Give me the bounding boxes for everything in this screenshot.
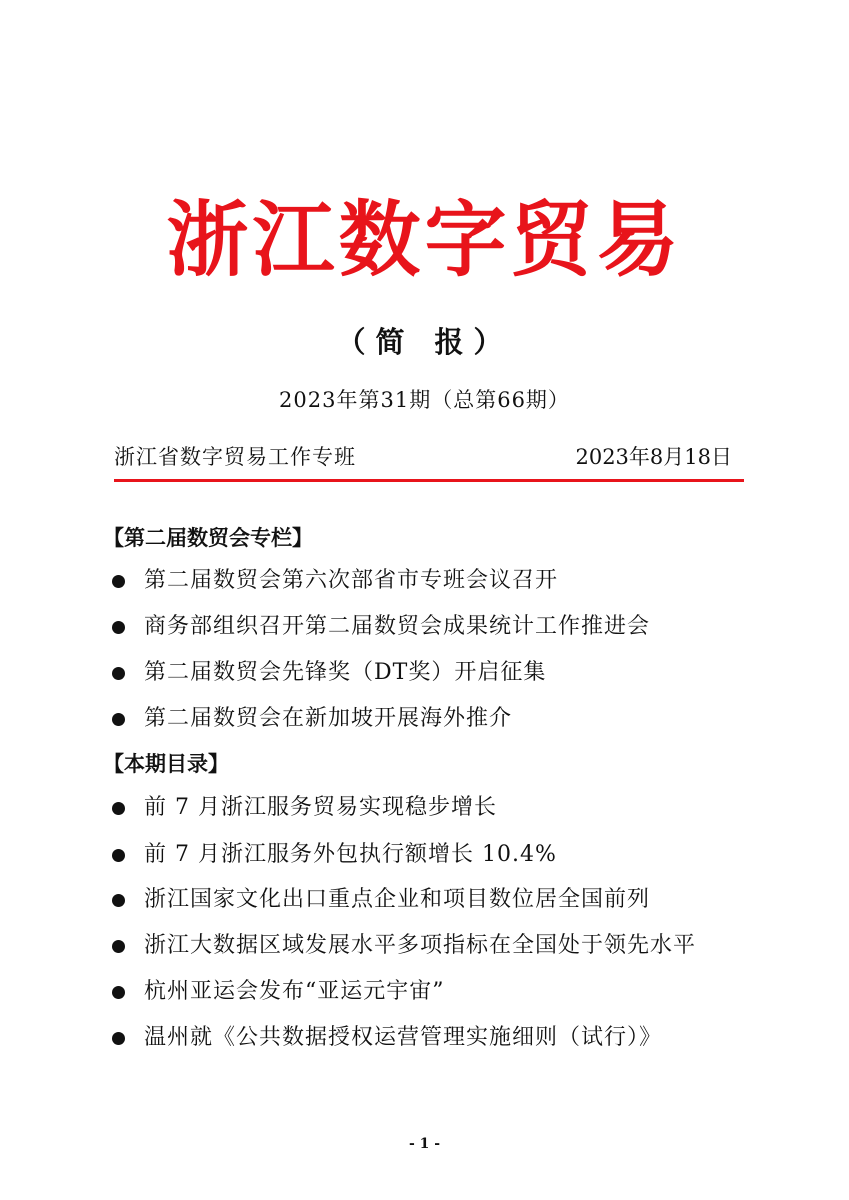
list-item (112, 703, 512, 735)
publish-date: 2023年8月18日 (575, 445, 732, 469)
publisher-name: 浙江省数字贸易工作专班 (114, 445, 356, 469)
list-item (112, 657, 546, 689)
list-item-text: 前 7 月浙江服务外包执行额增长 10.4% (144, 842, 557, 867)
list-item-text: 第二届数贸会在新加坡开展海外推介 (144, 706, 513, 731)
bullet-icon (112, 575, 125, 588)
list-item (112, 930, 696, 962)
issue-number: 2023年第31期（总第66期） (279, 388, 570, 412)
bullet-icon (112, 849, 125, 862)
list-item (112, 565, 558, 597)
bullet-icon (112, 621, 125, 634)
bullet-icon (112, 802, 125, 815)
list-item-text: 商务部组织召开第二届数贸会成果统计工作推进会 (144, 614, 651, 639)
bullet-icon (112, 940, 125, 953)
bullet-icon (112, 667, 125, 680)
bullet-icon (112, 986, 125, 999)
bullet-icon (112, 1032, 125, 1045)
list-item-text: 浙江大数据区域发展水平多项指标在全国处于领先水平 (144, 933, 697, 958)
list-item-text: 杭州亚运会发布“亚运元宇宙” (144, 979, 445, 1004)
list-item-text: 第二届数贸会先锋奖（DT奖）开启征集 (144, 660, 547, 685)
bullet-icon (112, 894, 125, 907)
list-item (112, 884, 650, 916)
list-item-text: 前 7 月浙江服务贸易实现稳步增长 (144, 795, 497, 820)
newsletter-subtitle: （简 报） (336, 325, 513, 359)
list-item-text: 温州就《公共数据授权运营管理实施细则（试行）》 (144, 1025, 663, 1050)
newsletter-title: 浙江数字贸易 (166, 192, 683, 288)
section-header-table-of-contents: 【本期目录】 (103, 752, 229, 776)
list-item (112, 1022, 662, 1054)
section-header-expo-column: 【第二届数贸会专栏】 (103, 526, 313, 550)
bullet-icon (112, 713, 125, 726)
red-divider-line (114, 479, 744, 482)
list-item (112, 839, 557, 871)
list-item (112, 792, 497, 824)
list-item-text: 浙江国家文化出口重点企业和项目数位居全国前列 (144, 887, 651, 912)
list-item (112, 611, 650, 643)
list-item-text: 第二届数贸会第六次部省市专班会议召开 (144, 568, 559, 593)
list-item (112, 976, 445, 1008)
page-number: - 1 - (408, 1136, 441, 1152)
